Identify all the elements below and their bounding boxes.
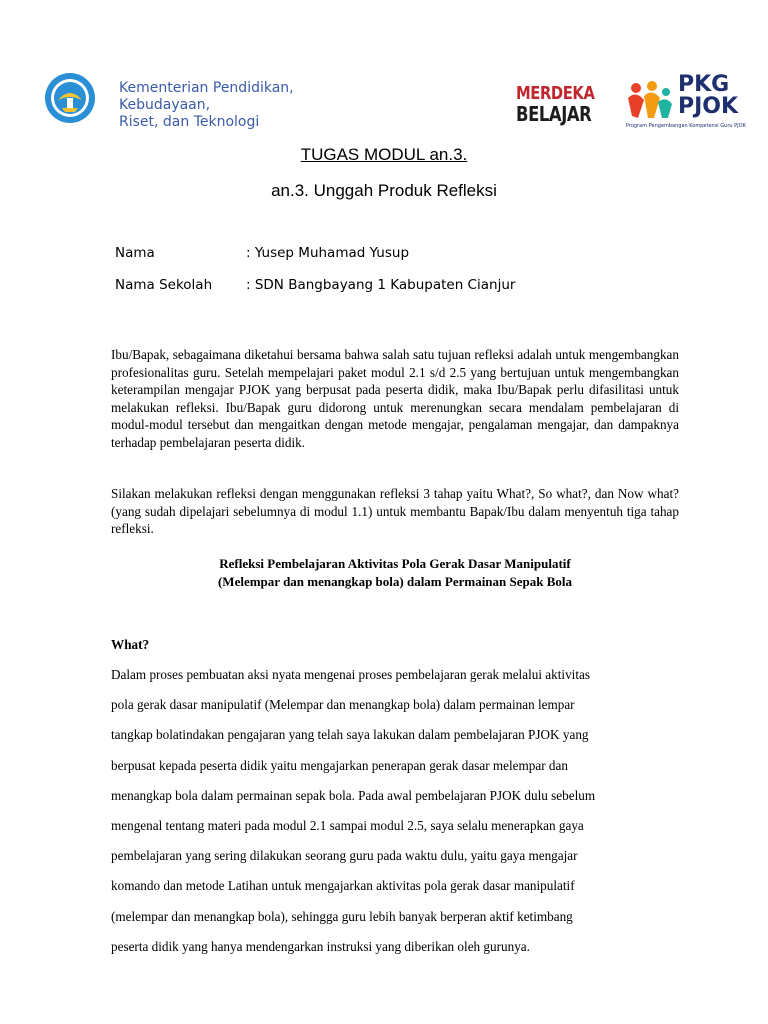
what-line: pembelajaran yang sering dilakukan seorang guru pada waktu dulu, yaitu gaya mengajar [111, 848, 578, 863]
instruction-paragraph: Silakan melakukan refleksi dengan menggunakan refleksi 3 tahap yaitu What?, So what?, dan Now what? (yang sudah dipelajari sebelumnya di modul 1.1) untuk membantu Bapak/Ibu dalam menyentuh tiga tahap refleksi. [111, 486, 679, 537]
what-line: menangkap bola dalam permainan sepak bola. Pada awal pembelajaran PJOK dulu sebelum [111, 788, 596, 803]
reflection-heading [111, 555, 679, 590]
nama-label: Nama [115, 245, 155, 261]
nama-value: : Yusep Muhamad Yusup [246, 245, 410, 261]
ministry-line-2: Kebudayaan, [119, 97, 211, 113]
pkg-logo-line-1: PKG [678, 72, 730, 97]
kemdikbud-emblem-icon [44, 72, 96, 124]
merdeka-logo-line-2: BELAJAR [516, 102, 592, 126]
document-title: TUGAS MODUL an.3. [300, 145, 468, 164]
what-line: mengenal tentang materi pada modul 2.1 sampai modul 2.5, saya selalu menerapkan gaya [111, 818, 584, 833]
what-line: tangkap bolatindakan pengajaran yang telah saya lakukan dalam pembelajaran PJOK yang [111, 727, 589, 742]
what-line: peserta didik yang hanya mendengarkan instruksi yang diberikan oleh gurunya. [111, 939, 530, 954]
merdeka-belajar-logo [516, 84, 600, 124]
pkg-pjok-logo [678, 74, 738, 118]
nama-sekolah-value: : SDN Bangbayang 1 Kabupaten Cianjur [246, 277, 516, 293]
ministry-line-3: Riset, dan Teknologi [119, 114, 260, 130]
intro-paragraph: Ibu/Bapak, sebagaimana diketahui bersama bahwa salah satu tujuan refleksi adalah untuk mengembangkan profesionalitas guru. Setelah mempelajari paket modul 2.1 s/d 2.5 yang bertujuan untuk mengembangkan keterampilan mengajar PJOK yang berpusat pada peserta didik, maka Ibu/Bapak perlu difasilitasi untuk melakukan refleksi. Ibu/Bapak guru didorong untuk merenungkan secara mendalam pembelajaran di modul-modul tersebut dan mengaitkan dengan metode mengajar, pengalaman mengajar, dan dampaknya terhadap pembelajaran peserta didik. [111, 347, 679, 450]
document-subtitle: an.3. Unggah Produk Refleksi [271, 181, 497, 200]
ministry-line-1: Kementerian Pendidikan, [119, 80, 294, 96]
what-line: berpusat kepada peserta didik yaitu mengajarkan penerapan gerak dasar melempar dan [111, 758, 568, 773]
what-line: komando dan metode Latihan untuk mengajarkan aktivitas pola gerak dasar manipulatif [111, 878, 575, 893]
nama-sekolah-label: Nama Sekolah [115, 277, 213, 293]
what-line: pola gerak dasar manipulatif (Melempar dan menangkap bola) dalam permainan lempar [111, 697, 575, 712]
reflection-heading-line-2: (Melempar dan menangkap bola) dalam Permainan Sepak Bola [217, 573, 573, 589]
what-line: Dalam proses pembuatan aksi nyata mengenai proses pembelajaran gerak melalui aktivitas [111, 667, 590, 682]
what-heading: What? [111, 637, 150, 652]
reflection-heading-line-1: Refleksi Pembelajaran Aktivitas Pola Gerak Dasar Manipulatif [219, 556, 571, 571]
pkg-figures-icon [626, 80, 674, 122]
pkg-logo-line-2: PJOK [678, 94, 739, 119]
ministry-name [119, 80, 319, 131]
pkg-subtitle: Program Pengembangan Kompetensi Guru PJOK [626, 123, 746, 129]
merdeka-logo-line-1: MERDEKA [516, 83, 595, 104]
what-line: (melempar dan menangkap bola), sehingga guru lebih banyak berperan aktif ketimbang [111, 909, 573, 924]
